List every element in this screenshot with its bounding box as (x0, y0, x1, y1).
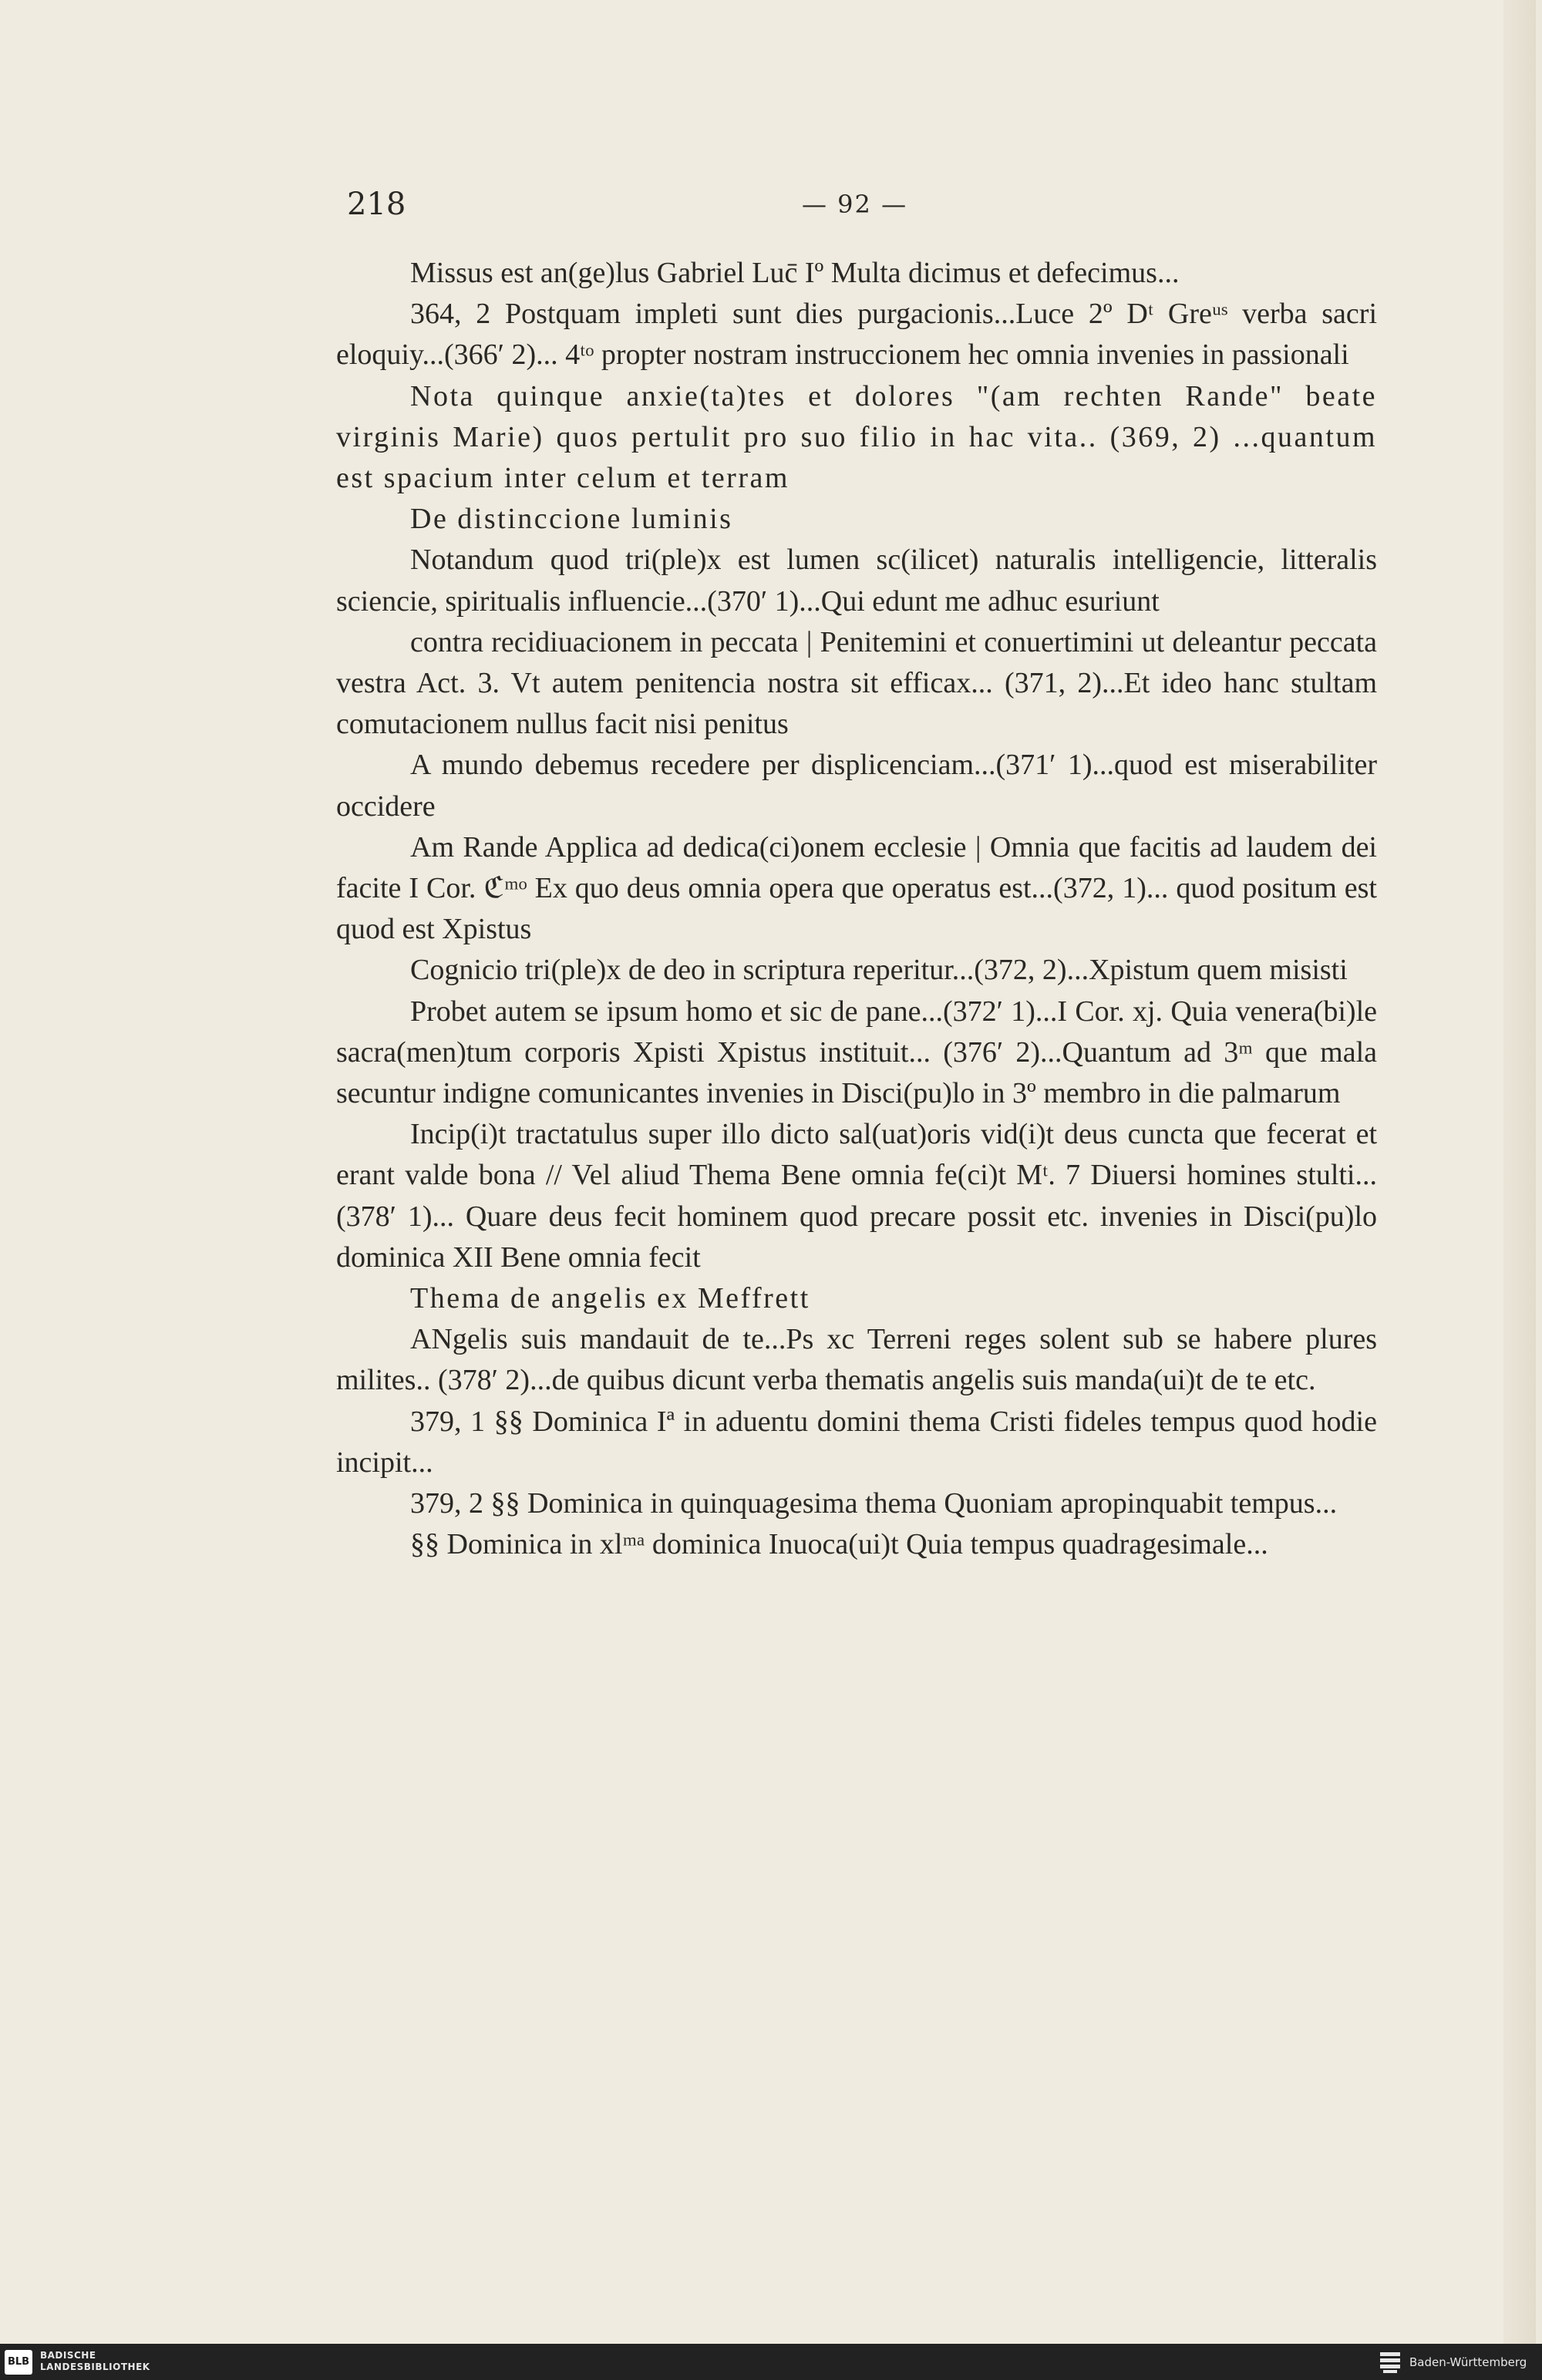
library-name-line2: LANDESBIBLIOTHEK (40, 2361, 150, 2372)
page-number-center: — 92 — (802, 190, 908, 219)
paragraph: Notandum quod tri(ple)x est lumen sc(ilicet) naturalis intelligencie, litteralis sciencie, spiritualis influencie...(370′ 1)...Qui edunt me adhuc esuriunt (336, 544, 1377, 618)
paragraph: Am Rande Applica ad dedica(ci)onem ecclesie | Omnia que facitis ad laudem dei facite I Cor. ℭᵐᵒ Ex quo deus omnia opera que operatus est...(372, 1)... quod positum est quod est Xpistus (336, 830, 1377, 946)
blb-logo-icon: BLB (5, 2350, 32, 2375)
paragraph: 379, 1 §§ Dominica Iª in aduentu domini thema Cristi fideles tempus quod hodie incipit... (336, 1405, 1377, 1479)
state-label: Baden-Württemberg (1409, 2355, 1527, 2369)
paragraph: A mundo debemus recedere per displicenciam...(371′ 1)...quod est miserabiliter occidere (336, 749, 1377, 823)
page-header (347, 187, 1380, 220)
section-heading: Thema de angelis ex Meffrett (410, 1282, 810, 1315)
page-edge (1503, 0, 1536, 2344)
paragraph: Cognicio tri(ple)x de deo in scriptura reperitur...(372, 2)...Xpistum quem misisti (410, 954, 1348, 987)
paragraph: ANgelis suis mandauit de te...Ps xc Terreni reges solent sub se habere plures milites.. (378′ 2)...de quibus dicunt verba thematis angelis suis manda(ui)t de te etc. (336, 1323, 1377, 1397)
body-text (336, 253, 1377, 1566)
paragraph: Nota quinque anxie(ta)tes et dolores "(am rechten Rande" beate virginis Marie) quos pertulit pro suo filio in hac vita.. (369, 2) ...quantum est spacium inter celum et terram (336, 379, 1377, 495)
library-name (40, 2350, 150, 2373)
footer-bar (0, 2344, 1542, 2380)
paragraph: 379, 2 §§ Dominica in quinquagesima thema Quoniam apropinquabit tempus... (410, 1487, 1338, 1520)
page-number-left: 218 (347, 187, 406, 222)
paragraph: contra recidiuacionem in peccata | Penitemini et conuertimini ut deleantur peccata vestra Act. 3. Vt autem penitencia nostra sit efficax... (371, 2)...Et ideo hanc stultam comutacionem nullus facit nisi penitus (336, 625, 1377, 741)
paragraph: §§ Dominica in xlᵐᵃ dominica Inuoca(ui)t Quia tempus quadragesimale... (410, 1528, 1268, 1561)
baden-wuerttemberg-crest-icon (1379, 2350, 1402, 2375)
paragraph: Missus est an(ge)lus Gabriel Luc̄ Iº Multa dicimus et defecimus... (410, 257, 1180, 289)
paragraph: 364, 2 Postquam impleti sunt dies purgacionis...Luce 2º Dᵗ Greᵘˢ verba sacri eloquiy...(366′ 2)... 4ᵗᵒ propter nostram instruccionem hec omnia invenies in passionali (336, 298, 1377, 372)
section-heading: De distinccione luminis (410, 503, 733, 536)
paragraph: Incip(i)t tractatulus super illo dicto sal(uat)oris vid(i)t deus cuncta que fecerat et erant valde bona // Vel aliud Thema Bene omnia fe(ci)t Mᵗ. 7 Diuersi homines stulti...(378′ 1)... Quare deus fecit hominem quod precare possit etc. invenies in Disci(pu)lo dominica XII Bene omnia fecit (336, 1118, 1377, 1274)
paragraph: Probet autem se ipsum homo et sic de pane...(372′ 1)...I Cor. xj. Quia venera(bi)le sacra(men)tum corporis Xpisti Xpistus instituit... (376′ 2)...Quantum ad 3ᵐ que mala secuntur indigne comunicantes invenies in Disci(pu)lo in 3º membro in die palmarum (336, 995, 1377, 1110)
library-name-line1: BADISCHE (40, 2350, 96, 2361)
